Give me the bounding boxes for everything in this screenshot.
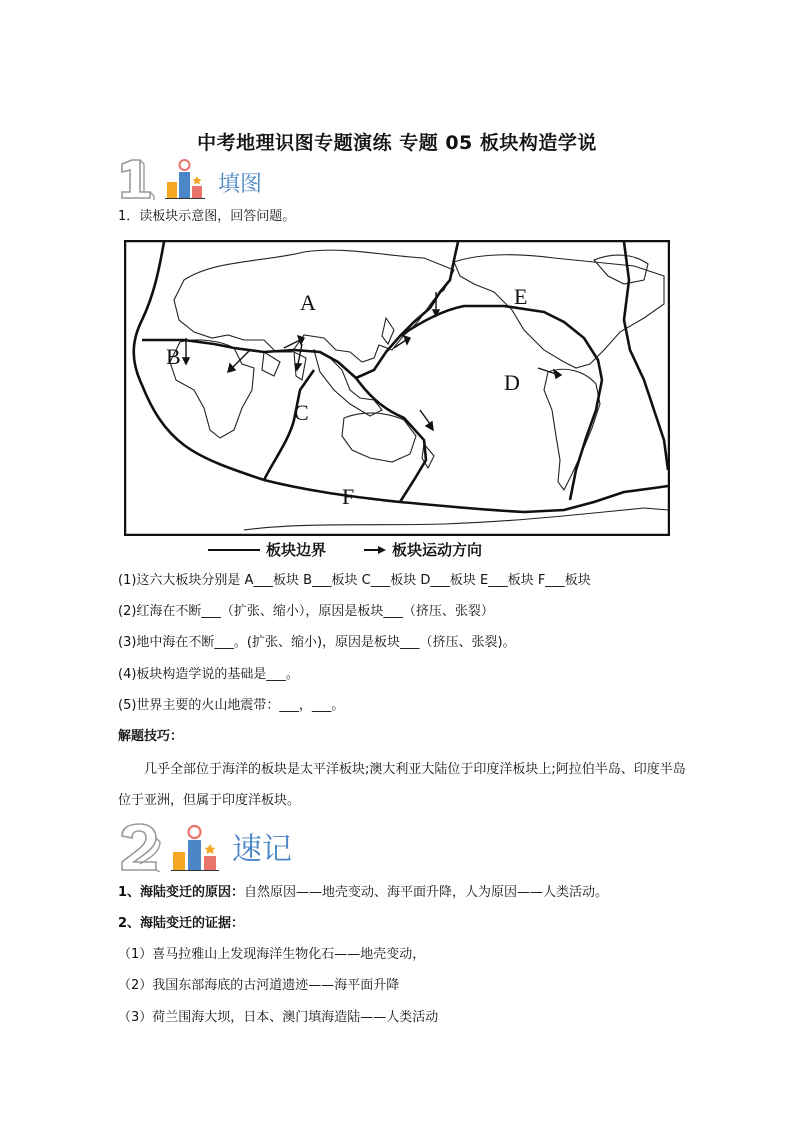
legend-direction [364,539,482,560]
number-one-icon [118,158,156,200]
tips-text: 几乎全部位于海洋的板块是太平洋板块;澳大利亚大陆位于印度洋板块上;阿拉伯半岛、印度半岛位于亚洲，但属于印度洋板块。 [118,762,686,808]
plate-label-e: E [514,284,528,309]
sub-question-1: (1)这六大板块分别是 A___板块 B___板块 C___板块 D___板块 E___板块 F___板块 [118,573,591,588]
evidence-1: （1）喜马拉雅山上发现海洋生物化石——地壳变动， [118,947,426,962]
section-header-quick-notes [118,822,292,872]
plate-label-b: B [166,344,181,369]
legend-boundary-label: 板块边界 [266,541,327,559]
evidence-2: （2）我国东部海底的古河道遗迹——海平面升降 [118,978,400,993]
plate-label-d: D [504,370,520,395]
plate-label-a: A [300,290,316,315]
arrow-right-icon [364,545,386,555]
note-2 [118,915,244,933]
sub-question-2: (2)红海在不断___（扩张、缩小），原因是板块___（挤压、张裂） [118,604,494,619]
plate-map [124,240,670,536]
map-legend [208,539,520,560]
section-header-fill-map [118,158,262,200]
number-two-icon [118,822,162,872]
boundary-line-icon [208,546,260,554]
note-1-text: 自然原因——地壳变动、海平面升降，人为原因——人类活动。 [244,885,609,900]
sub-question-5: (5)世界主要的火山地震带：___，___。 [118,698,345,713]
section-title: 填图 [218,172,263,197]
note-1-heading: 1、海陆变迁的原因： [118,885,245,900]
evidence-3: （3）荷兰围海大坝，日本、澳门填海造陆——人类活动 [118,1010,439,1025]
sub-question-3: (3)地中海在不断___。(扩张、缩小)，原因是板块___（挤压、张裂)。 [118,635,516,650]
page-title: 中考地理识图专题演练 专题 05 板块构造学说 [197,132,597,154]
tips-heading: 解题技巧： [118,729,184,744]
note-1 [118,884,608,902]
sub-question-4: (4)板块构造学说的基础是___。 [118,667,299,682]
plate-label-c: C [294,400,309,425]
section-title: 速记 [232,832,292,867]
question-text: 1．读板块示意图，回答问题。 [118,209,296,224]
podium-chart-icon [164,158,206,200]
plate-label-f: F [342,484,355,509]
legend-direction-label: 板块运动方向 [392,541,483,559]
legend-boundary [208,539,326,560]
note-2-heading: 2、海陆变迁的证据： [118,916,245,931]
podium-chart-icon [170,824,220,872]
